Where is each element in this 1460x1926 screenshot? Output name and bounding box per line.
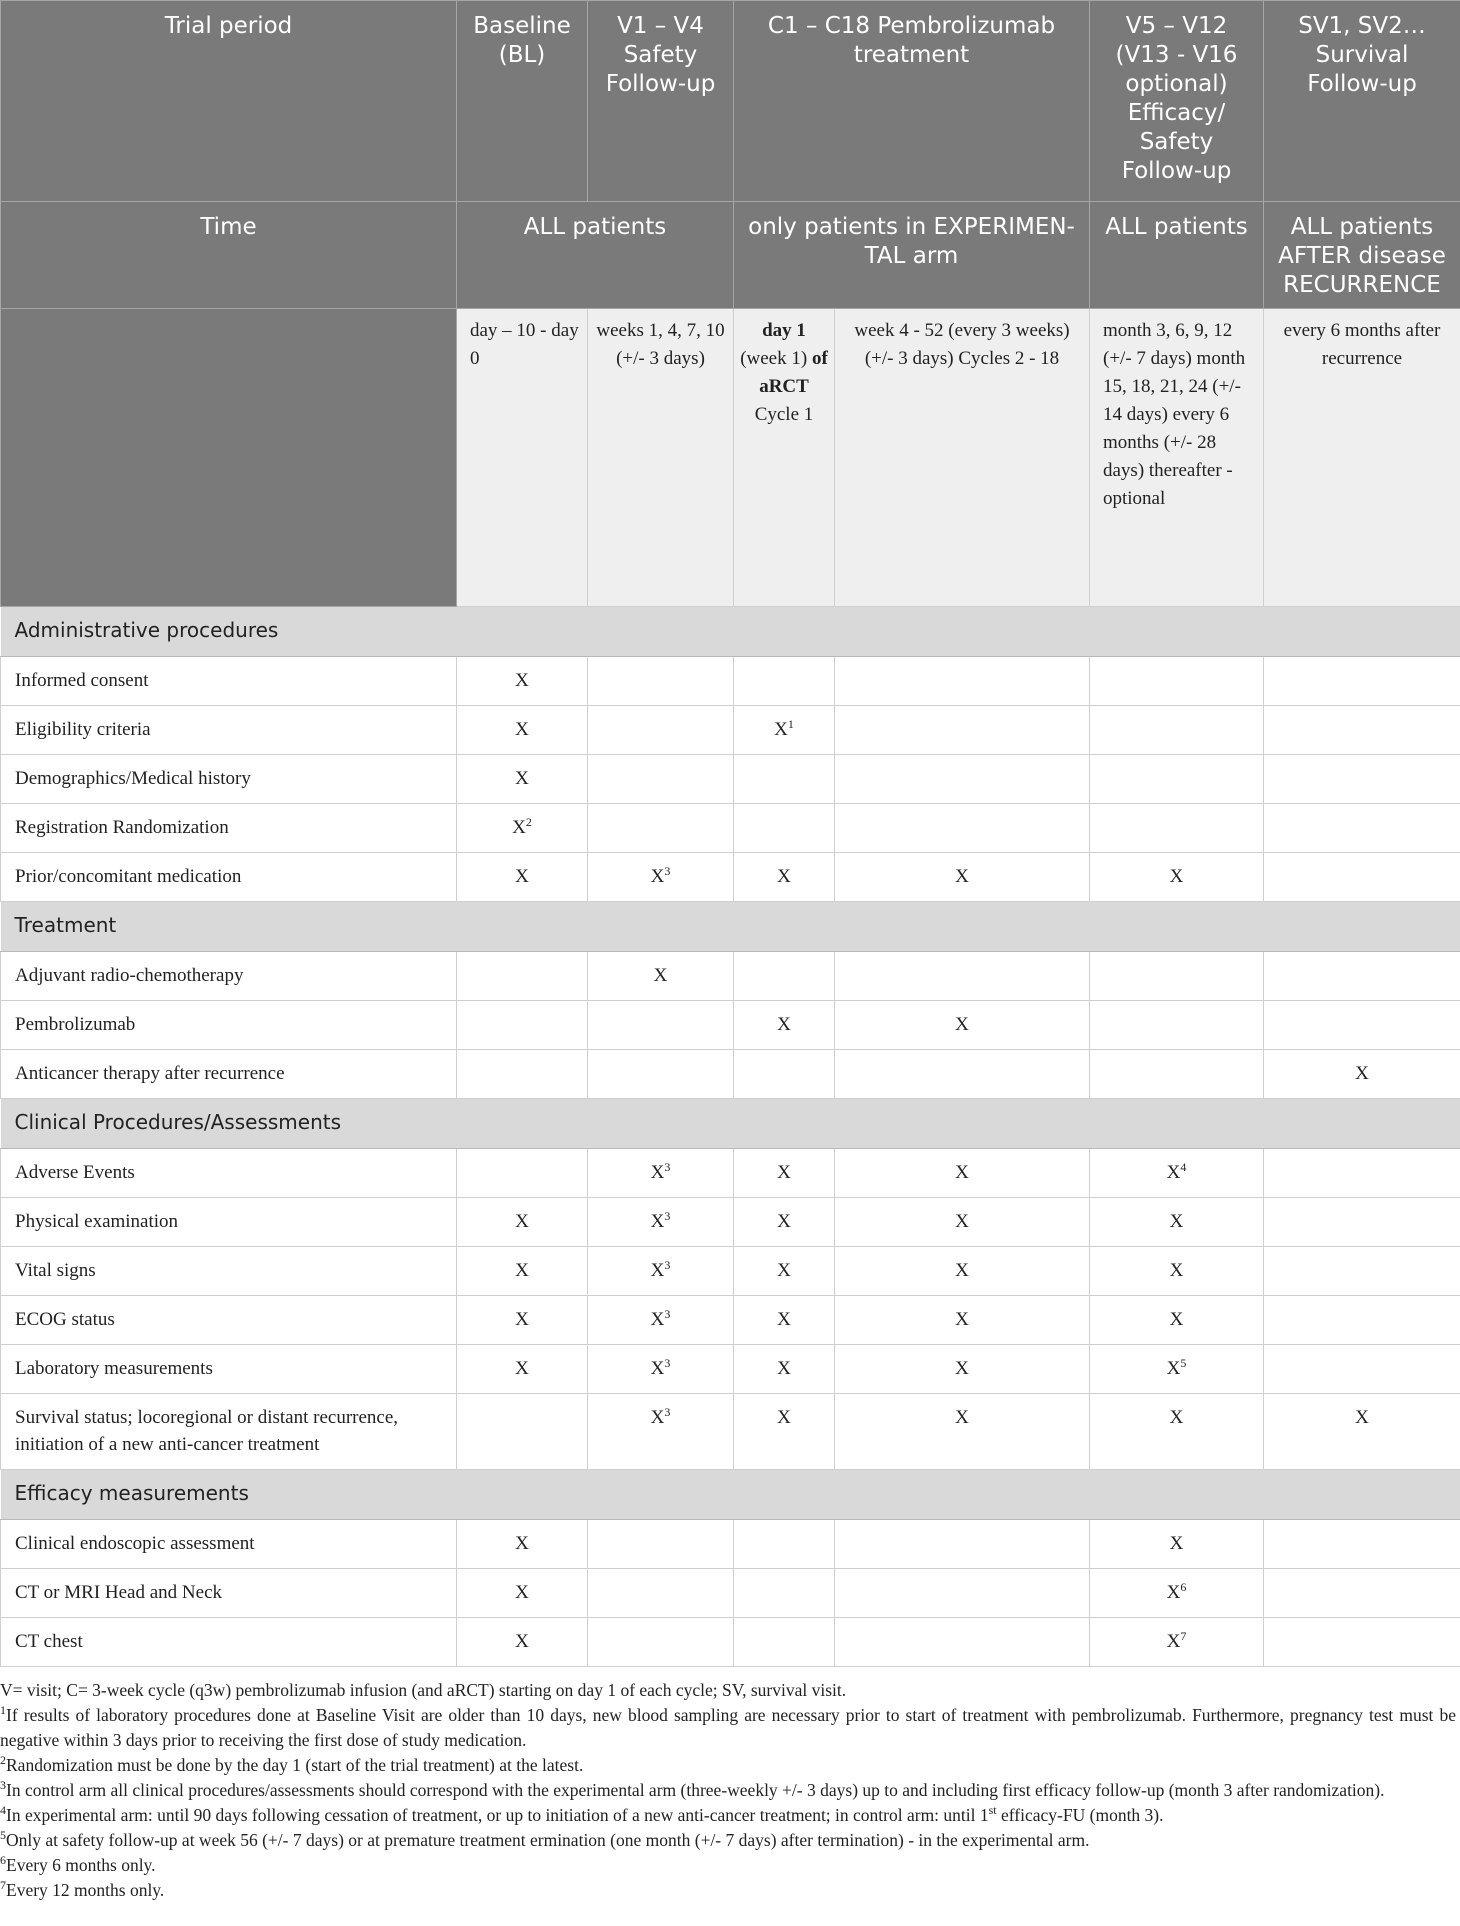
cell-mark: X bbox=[650, 1162, 665, 1183]
cell-mark: X bbox=[1166, 1358, 1181, 1379]
cell-mark: X bbox=[955, 1358, 969, 1379]
table-cell bbox=[734, 1394, 835, 1470]
cell-mark: X bbox=[955, 1162, 969, 1183]
table-cell bbox=[1090, 1569, 1264, 1618]
footnote-text: If results of laboratory procedures done at Baseline Visit are older than 10 days, new blood sampling are necessary prior to start of treatment with pembrolizumab. Furthermore, pregnancy test must be negative within 3 days prior to receiving the first dose of study medication. bbox=[0, 1705, 1456, 1750]
footnote-text: Every 12 months only. bbox=[6, 1880, 165, 1900]
footnote-ref: 3 bbox=[664, 1160, 671, 1174]
table-cell bbox=[457, 755, 588, 804]
cell-mark: X bbox=[650, 1309, 665, 1330]
table-cell bbox=[1090, 1001, 1264, 1050]
table-cell bbox=[457, 804, 588, 853]
table-row bbox=[1, 1296, 1460, 1345]
table-cell bbox=[588, 1345, 734, 1394]
cell-mark: X bbox=[515, 670, 529, 691]
cell-mark: X bbox=[1169, 1211, 1184, 1232]
footnote bbox=[0, 1753, 1456, 1778]
cell-mark: X bbox=[650, 866, 665, 887]
cell-mark: X bbox=[777, 1211, 791, 1232]
section-title: Administrative procedures bbox=[1, 607, 1460, 657]
footnote-ref: 3 bbox=[664, 1356, 671, 1370]
table-cell bbox=[588, 755, 734, 804]
cell-mark: X bbox=[1169, 1260, 1184, 1281]
table-cell bbox=[588, 1198, 734, 1247]
table-cell bbox=[734, 1345, 835, 1394]
cell-mark: X bbox=[515, 1533, 529, 1554]
row-label: CT chest bbox=[1, 1618, 457, 1667]
table-cell bbox=[734, 755, 835, 804]
cell-mark: X bbox=[955, 1309, 969, 1330]
table-row bbox=[1, 706, 1460, 755]
cell-mark: X bbox=[777, 1162, 791, 1183]
section-header-row bbox=[1, 1470, 1460, 1520]
cell-mark: X bbox=[650, 1260, 665, 1281]
table-cell bbox=[734, 952, 835, 1001]
table-cell bbox=[835, 1001, 1090, 1050]
time-efficacy: month 3, 6, 9, 12 (+/- 7 days) month 15, 18, 21, 24 (+/- 14 days) every 6 months (+/- 28 days) thereafter - optional bbox=[1090, 309, 1264, 607]
cell-mark: X bbox=[955, 1260, 969, 1281]
table-row bbox=[1, 853, 1460, 902]
table-cell bbox=[835, 853, 1090, 902]
table-cell bbox=[734, 1520, 835, 1569]
table-cell bbox=[734, 1247, 835, 1296]
cell-mark: X bbox=[515, 1582, 529, 1603]
table-cell bbox=[835, 1247, 1090, 1296]
table-cell bbox=[457, 1247, 588, 1296]
table-row bbox=[1, 1569, 1460, 1618]
cell-mark: X bbox=[1166, 1631, 1181, 1652]
table-cell bbox=[1090, 1247, 1264, 1296]
footnote-number: 5 bbox=[0, 1828, 6, 1842]
table-cell bbox=[457, 706, 588, 755]
footnote-ref: 5 bbox=[1180, 1356, 1187, 1370]
table-row bbox=[1, 1149, 1460, 1198]
table-cell bbox=[734, 1296, 835, 1345]
cell-mark: X bbox=[650, 1358, 665, 1379]
table-cell bbox=[1264, 1001, 1460, 1050]
cell-mark: X bbox=[777, 1309, 791, 1330]
table-cell bbox=[1090, 1345, 1264, 1394]
table-row bbox=[1, 657, 1460, 706]
table-cell bbox=[734, 1569, 835, 1618]
table-row bbox=[1, 1198, 1460, 1247]
footnote-number: 4 bbox=[0, 1803, 6, 1817]
section-header-row bbox=[1, 902, 1460, 952]
table-cell bbox=[1264, 657, 1460, 706]
footnote-ref: 3 bbox=[664, 1307, 671, 1321]
table-cell bbox=[588, 1247, 734, 1296]
time-safety: weeks 1, 4, 7, 10 (+/- 3 days) bbox=[588, 309, 734, 607]
table-cell bbox=[1264, 1149, 1460, 1198]
section-header-row bbox=[1, 607, 1460, 657]
table-cell bbox=[734, 1198, 835, 1247]
cell-mark: X bbox=[777, 1358, 791, 1379]
table-cell bbox=[734, 1149, 835, 1198]
table-cell bbox=[457, 1569, 588, 1618]
row-label: Registration Randomization bbox=[1, 804, 457, 853]
row-label: Survival status; locoregional or distant recurrence, initiation of a new anti-cancer treatment bbox=[1, 1394, 457, 1470]
cell-mark: X bbox=[650, 1407, 665, 1428]
footnote-text: V= visit; C= 3-week cycle (q3w) pembrolizumab infusion (and aRCT) starting on day 1 of each cycle; SV, survival visit. bbox=[0, 1680, 847, 1700]
row-label: Vital signs bbox=[1, 1247, 457, 1296]
row-label: Prior/concomitant medication bbox=[1, 853, 457, 902]
row-label: Anticancer therapy after recurrence bbox=[1, 1050, 457, 1099]
table-cell bbox=[588, 853, 734, 902]
table-cell bbox=[1264, 804, 1460, 853]
cell-mark: X bbox=[512, 817, 526, 838]
section-header-row bbox=[1, 1099, 1460, 1149]
header-all-patients-2: ALL patients bbox=[1090, 202, 1264, 309]
table-cell bbox=[1264, 755, 1460, 804]
footnote-ref: 2 bbox=[525, 815, 532, 829]
footnote-text: Only at safety follow-up at week 56 (+/- 7 days) or at premature treatment ermination (one month (+/- 7 days) after termination) - in the experimental arm. bbox=[6, 1830, 1090, 1850]
cell-mark: X bbox=[515, 1631, 529, 1652]
table-cell bbox=[1090, 1050, 1264, 1099]
section-title: Clinical Procedures/Assessments bbox=[1, 1099, 1460, 1149]
table-cell bbox=[1264, 1520, 1460, 1569]
cell-mark: X bbox=[1169, 1533, 1184, 1554]
cell-mark: X bbox=[955, 1407, 969, 1428]
section-title: Efficacy measurements bbox=[1, 1470, 1460, 1520]
table-cell bbox=[1264, 853, 1460, 902]
table-cell bbox=[1090, 657, 1264, 706]
cell-mark: X bbox=[650, 1211, 665, 1232]
table-cell bbox=[457, 1050, 588, 1099]
table-cell bbox=[1264, 1618, 1460, 1667]
table-cell bbox=[457, 1394, 588, 1470]
cell-mark: X bbox=[777, 1407, 791, 1428]
table-cell bbox=[1264, 1569, 1460, 1618]
footnote-text: Every 6 months only. bbox=[6, 1855, 156, 1875]
table-cell bbox=[457, 657, 588, 706]
table-cell bbox=[457, 1296, 588, 1345]
table-cell bbox=[1090, 952, 1264, 1001]
cell-mark: X bbox=[515, 1260, 529, 1281]
row-label: Physical examination bbox=[1, 1198, 457, 1247]
table-cell bbox=[457, 1618, 588, 1667]
footnote bbox=[0, 1803, 1456, 1828]
header-efficacy-follow-up: V5 – V12 (V13 - V16 optional) Efficacy/ Safety Follow-up bbox=[1090, 1, 1264, 202]
row-label: Informed consent bbox=[1, 657, 457, 706]
table-cell bbox=[835, 1618, 1090, 1667]
table-cell bbox=[457, 853, 588, 902]
table-cell bbox=[1090, 1520, 1264, 1569]
cell-mark: X bbox=[774, 719, 788, 740]
table-row bbox=[1, 1001, 1460, 1050]
cell-mark: X bbox=[515, 1309, 529, 1330]
cell-mark: X bbox=[777, 1260, 791, 1281]
table-row bbox=[1, 952, 1460, 1001]
footnote-text: Randomization must be done by the day 1 (start of the trial treatment) at the latest. bbox=[6, 1755, 584, 1775]
header-row-patients bbox=[1, 202, 1460, 309]
row-label: Pembrolizumab bbox=[1, 1001, 457, 1050]
table-cell bbox=[1264, 1345, 1460, 1394]
table-cell bbox=[457, 1520, 588, 1569]
table-cell bbox=[1264, 1394, 1460, 1470]
table-cell bbox=[835, 952, 1090, 1001]
cell-mark: X bbox=[515, 866, 529, 887]
table-cell bbox=[1090, 1198, 1264, 1247]
table-cell bbox=[835, 706, 1090, 755]
footnote-number: 6 bbox=[0, 1853, 6, 1867]
table-cell bbox=[835, 657, 1090, 706]
cell-mark: X bbox=[1355, 1407, 1369, 1428]
row-label: Demographics/Medical history bbox=[1, 755, 457, 804]
footnote-ref: 3 bbox=[664, 1405, 671, 1419]
table-cell bbox=[1264, 1198, 1460, 1247]
cell-mark: X bbox=[515, 768, 529, 789]
table-cell bbox=[835, 1394, 1090, 1470]
table-cell bbox=[588, 1520, 734, 1569]
table-cell bbox=[457, 1001, 588, 1050]
footnote bbox=[0, 1703, 1456, 1753]
cell-mark: X bbox=[1169, 1407, 1184, 1428]
table-cell bbox=[835, 1198, 1090, 1247]
time-baseline: day – 10 - day 0 bbox=[457, 309, 588, 607]
cell-mark: X bbox=[515, 1358, 529, 1379]
header-survival-follow-up: SV1, SV2… Survival Follow-up bbox=[1264, 1, 1460, 202]
time-blank-cell bbox=[1, 309, 457, 607]
table-cell bbox=[457, 1345, 588, 1394]
table-cell bbox=[1264, 1247, 1460, 1296]
time-row bbox=[1, 309, 1460, 607]
table-cell bbox=[734, 853, 835, 902]
table-cell bbox=[588, 1050, 734, 1099]
table-cell bbox=[734, 1001, 835, 1050]
header-trial-period: Trial period bbox=[1, 1, 457, 202]
table-row bbox=[1, 1050, 1460, 1099]
footnote-number: 2 bbox=[0, 1753, 6, 1767]
table-row bbox=[1, 755, 1460, 804]
table-cell bbox=[457, 1198, 588, 1247]
footnote-text: efficacy-FU (month 3). bbox=[996, 1805, 1164, 1825]
table-cell bbox=[588, 706, 734, 755]
table-cell bbox=[1264, 1050, 1460, 1099]
table-cell bbox=[835, 804, 1090, 853]
header-all-patients: ALL patients bbox=[457, 202, 734, 309]
footnote-ref: 3 bbox=[664, 864, 671, 878]
footnote-text: In experimental arm: until 90 days following cessation of treatment, or up to initiation of a new anti-cancer treatment; in control arm: until 1 bbox=[6, 1805, 989, 1825]
table-cell bbox=[588, 1296, 734, 1345]
table-cell bbox=[1090, 804, 1264, 853]
time-day1-cycle: Cycle 1 bbox=[754, 404, 814, 425]
table-cell bbox=[1264, 952, 1460, 1001]
footnote-number: 3 bbox=[0, 1778, 6, 1792]
table-row bbox=[1, 1394, 1460, 1470]
row-label: Adjuvant radio-chemotherapy bbox=[1, 952, 457, 1001]
table-cell bbox=[1090, 1618, 1264, 1667]
time-day1-bold: day 1 bbox=[762, 320, 806, 341]
table-cell bbox=[1090, 755, 1264, 804]
table-cell bbox=[734, 1050, 835, 1099]
table-row bbox=[1, 1345, 1460, 1394]
table-cell bbox=[588, 1149, 734, 1198]
table-cell bbox=[835, 755, 1090, 804]
table-row bbox=[1, 1247, 1460, 1296]
table-cell bbox=[734, 657, 835, 706]
cell-mark: X bbox=[515, 719, 529, 740]
cell-mark: X bbox=[777, 1014, 791, 1035]
table-cell bbox=[1264, 706, 1460, 755]
table-cell bbox=[734, 1618, 835, 1667]
time-survival: every 6 months after recurrence bbox=[1264, 309, 1460, 607]
cell-mark: X bbox=[1169, 1309, 1184, 1330]
cell-mark: X bbox=[955, 866, 969, 887]
header-row-trial-period bbox=[1, 1, 1460, 202]
cell-mark: X bbox=[515, 1211, 529, 1232]
row-label: Laboratory measurements bbox=[1, 1345, 457, 1394]
table-cell bbox=[835, 1050, 1090, 1099]
header-time: Time bbox=[1, 202, 457, 309]
table-cell bbox=[457, 952, 588, 1001]
cell-mark: X bbox=[653, 965, 668, 986]
cell-mark: X bbox=[1166, 1582, 1181, 1603]
time-day1-of-arct: of aRCT bbox=[759, 348, 828, 397]
table-cell bbox=[588, 1618, 734, 1667]
footnote-ref: 4 bbox=[1180, 1160, 1187, 1174]
section-title: Treatment bbox=[1, 902, 1460, 952]
footnote bbox=[0, 1828, 1456, 1853]
footnote-number: 1 bbox=[0, 1703, 6, 1717]
table-row bbox=[1, 1618, 1460, 1667]
footnote bbox=[0, 1853, 1456, 1878]
table-cell bbox=[835, 1569, 1090, 1618]
table-cell bbox=[588, 657, 734, 706]
cell-mark: X bbox=[955, 1014, 969, 1035]
table-cell bbox=[1090, 1296, 1264, 1345]
footnote-text: In control arm all clinical procedures/assessments should correspond with the experimental arm (three-weekly +/- 3 days) up to and including first efficacy follow-up (month 3 after randomization). bbox=[6, 1780, 1385, 1800]
table-row bbox=[1, 804, 1460, 853]
header-after-recurrence: ALL patients AFTER disease RECURRENCE bbox=[1264, 202, 1460, 309]
footnote-ref: 6 bbox=[1180, 1580, 1187, 1594]
row-label: Adverse Events bbox=[1, 1149, 457, 1198]
table-cell bbox=[734, 804, 835, 853]
table-cell bbox=[588, 952, 734, 1001]
table-cell bbox=[1090, 706, 1264, 755]
table-footnotes bbox=[0, 1678, 1456, 1903]
time-day1-week: (week 1) bbox=[740, 348, 812, 369]
footnote-number: 7 bbox=[0, 1878, 6, 1892]
table-cell bbox=[588, 1569, 734, 1618]
table-cell bbox=[588, 804, 734, 853]
table-cell bbox=[734, 706, 835, 755]
cell-mark: X bbox=[1166, 1162, 1181, 1183]
footnote bbox=[0, 1678, 1456, 1703]
table-cell bbox=[835, 1345, 1090, 1394]
row-label: CT or MRI Head and Neck bbox=[1, 1569, 457, 1618]
row-label: Eligibility criteria bbox=[1, 706, 457, 755]
header-experimental-arm: only patients in EXPERIMEN-TAL arm bbox=[734, 202, 1090, 309]
cell-mark: X bbox=[955, 1211, 969, 1232]
row-label: ECOG status bbox=[1, 1296, 457, 1345]
table-cell bbox=[835, 1149, 1090, 1198]
header-safety-follow-up: V1 – V4 Safety Follow-up bbox=[588, 1, 734, 202]
table-row bbox=[1, 1520, 1460, 1569]
cell-mark: X bbox=[1169, 866, 1184, 887]
ordinal-suffix: st bbox=[988, 1803, 997, 1817]
table-cell bbox=[1090, 853, 1264, 902]
footnote-ref: 3 bbox=[664, 1209, 671, 1223]
table-cell bbox=[588, 1394, 734, 1470]
footnote-ref: 1 bbox=[787, 717, 794, 731]
table-cell bbox=[588, 1001, 734, 1050]
table-cell bbox=[1090, 1394, 1264, 1470]
table-cell bbox=[1090, 1149, 1264, 1198]
footnote-ref: 7 bbox=[1180, 1629, 1187, 1643]
row-label: Clinical endoscopic assessment bbox=[1, 1520, 457, 1569]
footnote-ref: 3 bbox=[664, 1258, 671, 1272]
footnote bbox=[0, 1878, 1456, 1903]
time-cycles: week 4 - 52 (every 3 weeks) (+/- 3 days) Cycles 2 - 18 bbox=[835, 309, 1090, 607]
table-cell bbox=[835, 1296, 1090, 1345]
header-pembrolizumab-treatment: C1 – C18 Pembrolizumab treatment bbox=[734, 1, 1090, 202]
cell-mark: X bbox=[1355, 1063, 1369, 1084]
header-baseline: Baseline (BL) bbox=[457, 1, 588, 202]
table-cell bbox=[1264, 1296, 1460, 1345]
time-day1 bbox=[734, 309, 835, 607]
table-cell bbox=[835, 1520, 1090, 1569]
footnote bbox=[0, 1778, 1456, 1803]
cell-mark: X bbox=[777, 866, 791, 887]
table-cell bbox=[457, 1149, 588, 1198]
